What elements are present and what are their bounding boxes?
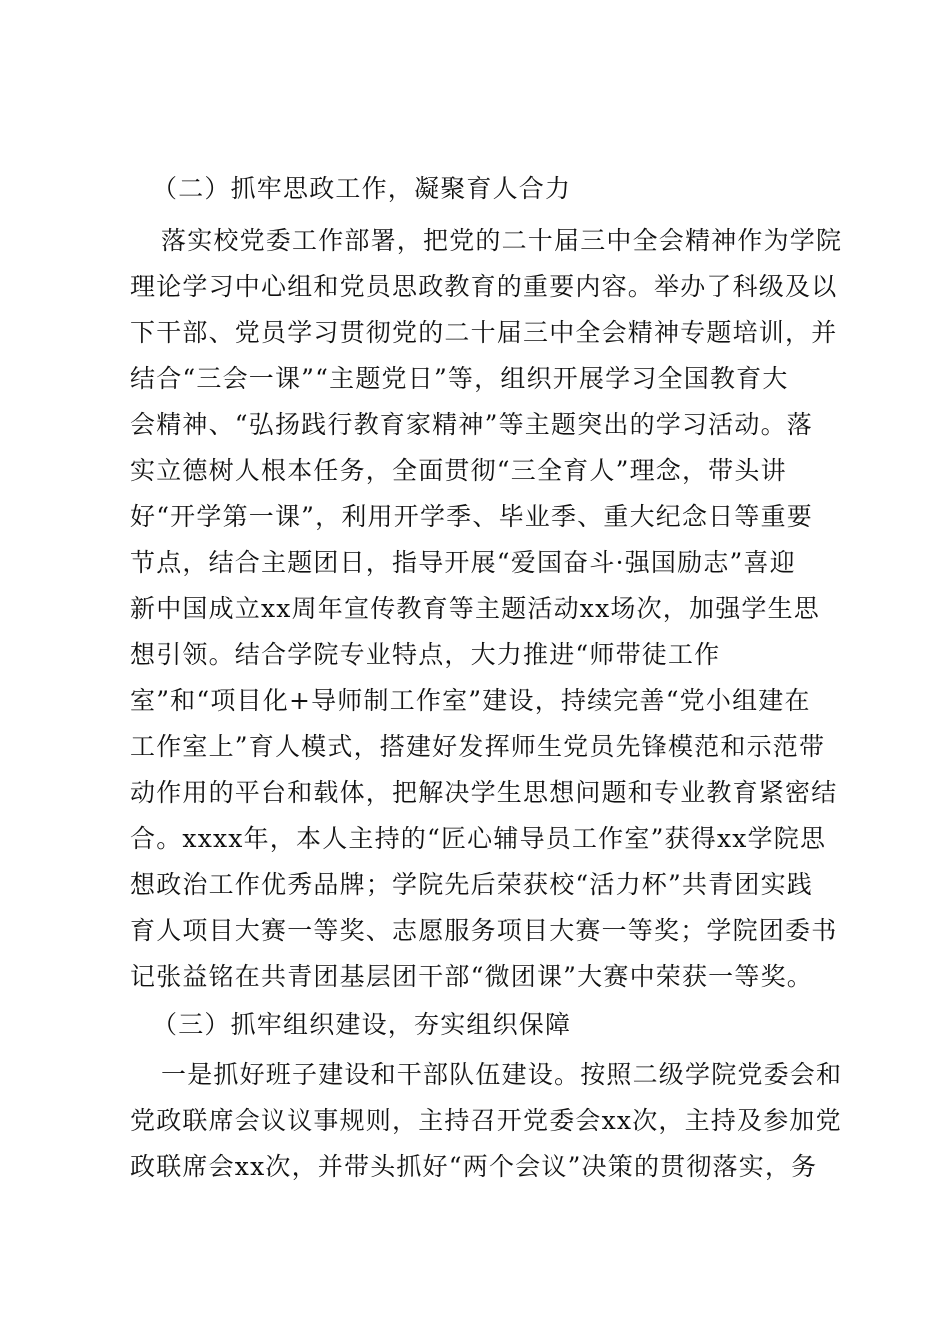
paragraph-line: 节点，结合主题团日，指导开展“爱国奋斗·强国励志”喜迎 bbox=[130, 548, 796, 577]
paragraph-line: 会精神、“弘扬践行教育家精神”等主题突出的学习活动。落 bbox=[130, 410, 813, 439]
paragraph-line: 想政治工作优秀品牌；学院先后荣获校“活力杯”共青团实践 bbox=[130, 870, 813, 899]
paragraph-line: 党政联席会议议事规则，主持召开党委会xx次，主持及参加党 bbox=[130, 1106, 842, 1135]
section-heading-3: （三）抓牢组织建设，夯实组织保障 bbox=[152, 1010, 572, 1039]
paragraph-line: 下干部、党员学习贯彻党的二十届三中全会精神专题培训，并 bbox=[130, 318, 838, 347]
paragraph-line: 记张益铭在共青团基层团干部“微团课”大赛中荣获一等奖。 bbox=[130, 962, 813, 991]
paragraph-line: 合。xxxx年，本人主持的“匠心辅导员工作室”获得xx学院思 bbox=[130, 824, 827, 853]
section-heading-2: （二）抓牢思政工作，凝聚育人合力 bbox=[152, 174, 572, 203]
paragraph-line: 实立德树人根本任务，全面贯彻“三全育人”理念，带头讲 bbox=[130, 456, 787, 485]
paragraph-line: 育人项目大赛一等奖、志愿服务项目大赛一等奖；学院团委书 bbox=[130, 916, 838, 945]
paragraph-line: 新中国成立xx周年宣传教育等主题活动xx场次，加强学生思 bbox=[130, 594, 820, 623]
paragraph-line: 理论学习中心组和党员思政教育的重要内容。举办了科级及以 bbox=[130, 272, 838, 301]
paragraph-line: 工作室上”育人模式，搭建好发挥师生党员先锋模范和示范带 bbox=[130, 732, 826, 761]
paragraph-line: 室”和“项目化+导师制工作室”建设，持续完善“党小组建在 bbox=[130, 686, 811, 715]
paragraph-line: 结合“三会一课”“主题党日”等，组织开展学习全国教育大 bbox=[130, 364, 789, 393]
paragraph-line: 政联席会xx次，并带头抓好“两个会议”决策的贯彻落实，务 bbox=[130, 1152, 818, 1181]
paragraph-line: 一是抓好班子建设和干部队伍建设。按照二级学院党委会和 bbox=[161, 1060, 843, 1089]
paragraph-line: 落实校党委工作部署，把党的二十届三中全会精神作为学院 bbox=[161, 226, 843, 255]
paragraph-line: 动作用的平台和载体，把解决学生思想问题和专业教育紧密结 bbox=[130, 778, 838, 807]
paragraph-line: 好“开学第一课”，利用开学季、毕业季、重大纪念日等重要 bbox=[130, 502, 813, 531]
paragraph-line: 想引领。结合学院专业特点，大力推进“师带徒工作 bbox=[130, 640, 721, 669]
